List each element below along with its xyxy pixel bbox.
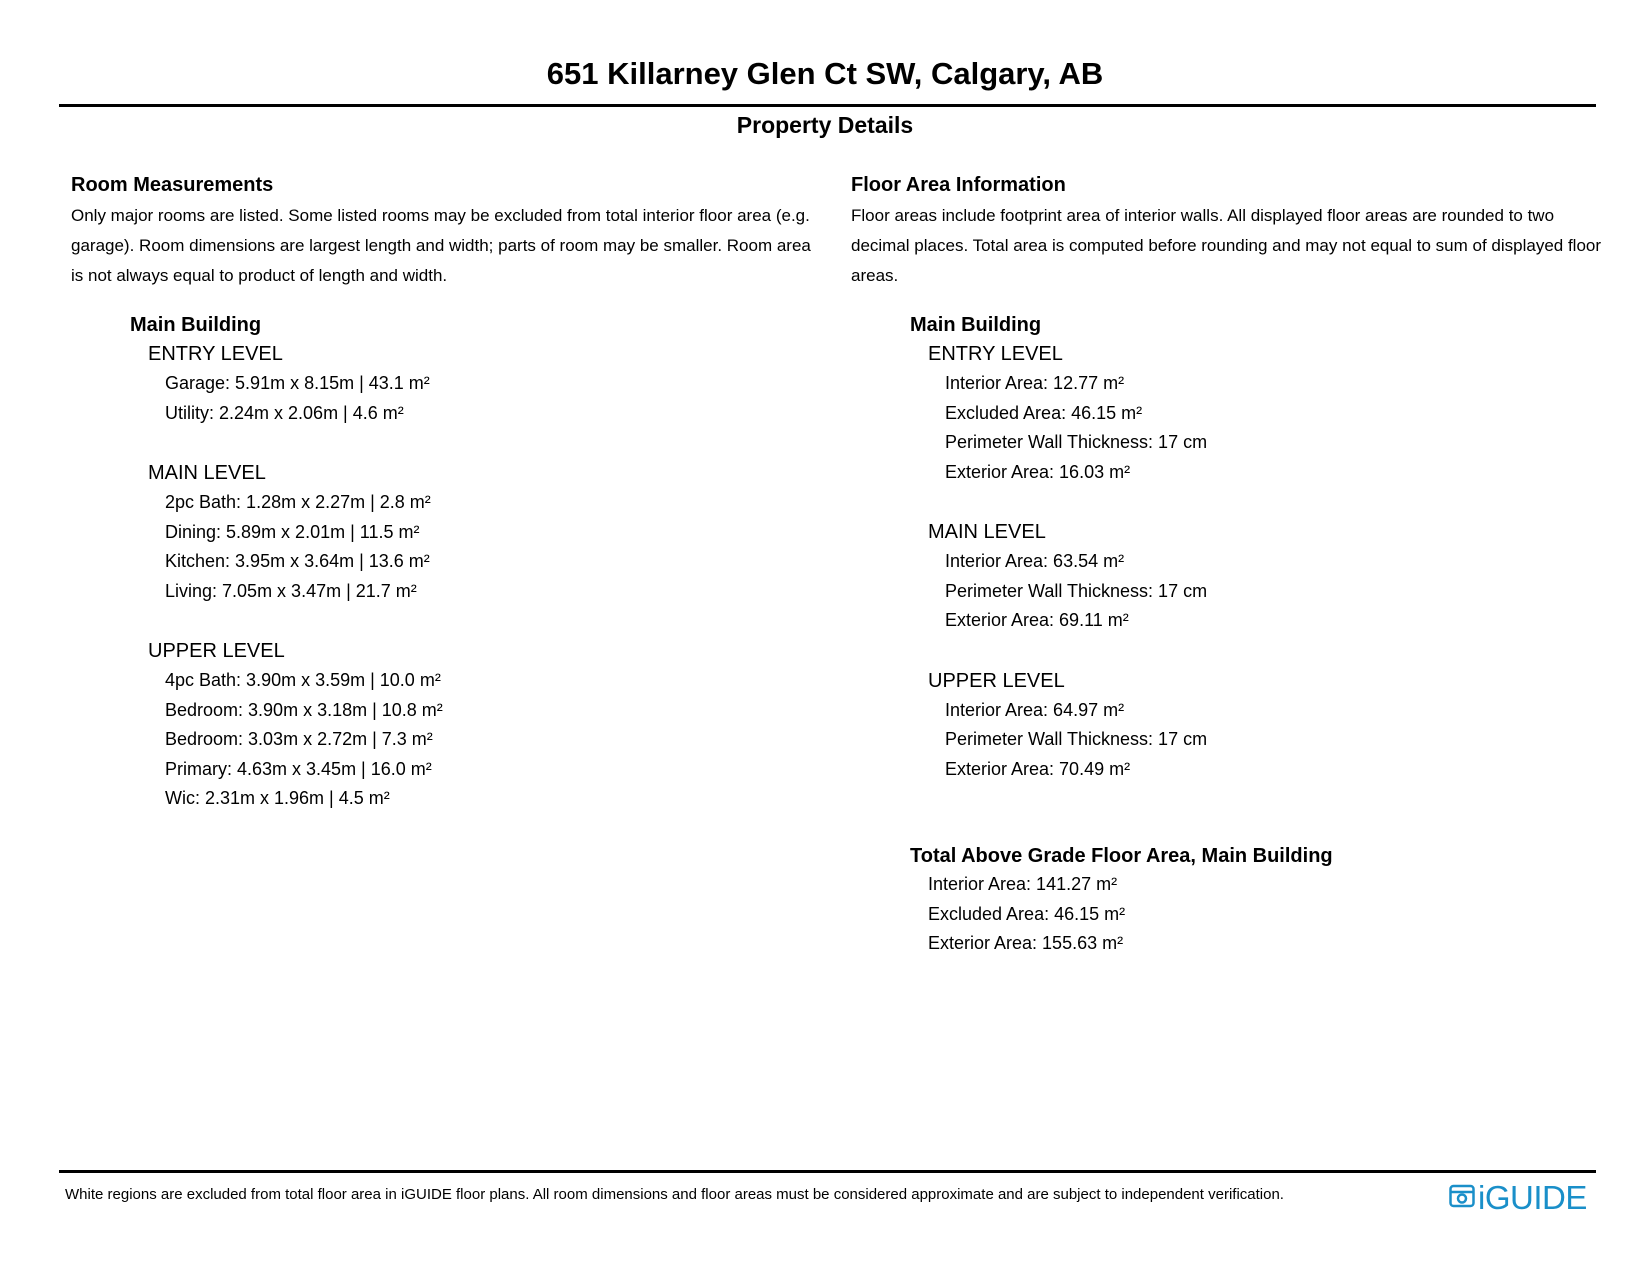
total-area-item: Excluded Area: 46.15 m² — [928, 903, 1126, 924]
header-divider — [59, 104, 1596, 107]
area-item: Exterior Area: 70.49 m² — [945, 758, 1131, 779]
room-level-upper — [148, 636, 811, 814]
floor-area-description: Floor areas include footprint area of interior walls. All displayed floor areas are rounded to two decimal places. Total area is computed before rounding and may not equal to sum of displayed floor areas. — [851, 206, 1602, 285]
area-level-upper — [928, 666, 1606, 785]
area-item: Perimeter Wall Thickness: 17 cm — [945, 580, 1208, 601]
area-item: Exterior Area: 16.03 m² — [945, 461, 1131, 482]
total-area-heading: Total Above Grade Floor Area, Main Building — [910, 845, 1333, 867]
room-item: Garage: 5.91m x 8.15m | 43.1 m² — [165, 373, 430, 393]
floor-area-section — [851, 171, 1606, 959]
area-item: Excluded Area: 46.15 m² — [945, 402, 1143, 423]
total-area-block — [910, 842, 1606, 959]
room-measurements-section — [71, 171, 811, 814]
room-building-title: Main Building — [130, 314, 262, 336]
footer-divider — [59, 1170, 1596, 1173]
page-title: 651 Killarney Glen Ct SW, Calgary, AB — [546, 56, 1104, 91]
page-subtitle: Property Details — [736, 112, 914, 138]
iguide-logo — [1449, 1180, 1587, 1216]
area-level-main — [928, 517, 1606, 636]
area-item: Interior Area: 63.54 m² — [945, 551, 1125, 571]
logo-text: iGUIDE — [1478, 1179, 1587, 1216]
room-level-entry — [148, 339, 811, 428]
room-measurements-description: Only major rooms are listed. Some listed rooms may be excluded from total interior floor area (e.g. garage). Room dimensions are largest length and width; parts of room may be smaller. Room area is not always equal to product of length and width. — [71, 206, 811, 285]
level-title: UPPER LEVEL — [148, 640, 285, 662]
level-title: UPPER LEVEL — [928, 669, 1065, 692]
level-title: ENTRY LEVEL — [148, 343, 283, 365]
floor-area-heading: Floor Area Information — [851, 174, 1066, 196]
area-level-entry — [928, 339, 1606, 487]
room-item: Wic: 2.31m x 1.96m | 4.5 m² — [165, 788, 390, 808]
area-item: Exterior Area: 69.11 m² — [945, 610, 1129, 630]
camera-box-icon — [1449, 1183, 1475, 1214]
area-item: Perimeter Wall Thickness: 17 cm — [945, 432, 1208, 452]
area-item: Interior Area: 12.77 m² — [945, 373, 1125, 393]
room-item: 2pc Bath: 1.28m x 2.27m | 2.8 m² — [165, 492, 431, 512]
room-item: Bedroom: 3.03m x 2.72m | 7.3 m² — [165, 729, 433, 749]
total-area-item: Exterior Area: 155.63 m² — [928, 933, 1124, 953]
level-title: ENTRY LEVEL — [928, 343, 1063, 365]
area-building-block — [910, 311, 1606, 784]
room-building-block — [130, 311, 811, 814]
area-item: Perimeter Wall Thickness: 17 cm — [945, 729, 1208, 749]
area-item: Interior Area: 64.97 m² — [945, 699, 1125, 720]
room-item: Utility: 2.24m x 2.06m | 4.6 m² — [165, 402, 404, 423]
total-area-item: Interior Area: 141.27 m² — [928, 874, 1118, 894]
room-item: 4pc Bath: 3.90m x 3.59m | 10.0 m² — [165, 670, 441, 690]
area-building-title: Main Building — [910, 314, 1042, 336]
level-title: MAIN LEVEL — [148, 462, 266, 484]
room-level-main — [148, 458, 811, 606]
footer-note: White regions are excluded from total floor area in iGUIDE floor plans. All room dimensions and floor areas must be considered approximate and are subject to independent verification. — [65, 1186, 1284, 1203]
room-item: Dining: 5.89m x 2.01m | 11.5 m² — [165, 521, 420, 542]
room-item: Living: 7.05m x 3.47m | 21.7 m² — [165, 580, 417, 601]
room-item: Bedroom: 3.90m x 3.18m | 10.8 m² — [165, 699, 443, 720]
room-measurements-heading: Room Measurements — [71, 174, 274, 196]
room-item: Kitchen: 3.95m x 3.64m | 13.6 m² — [165, 551, 430, 571]
room-item: Primary: 4.63m x 3.45m | 16.0 m² — [165, 758, 432, 779]
level-title: MAIN LEVEL — [928, 521, 1046, 543]
